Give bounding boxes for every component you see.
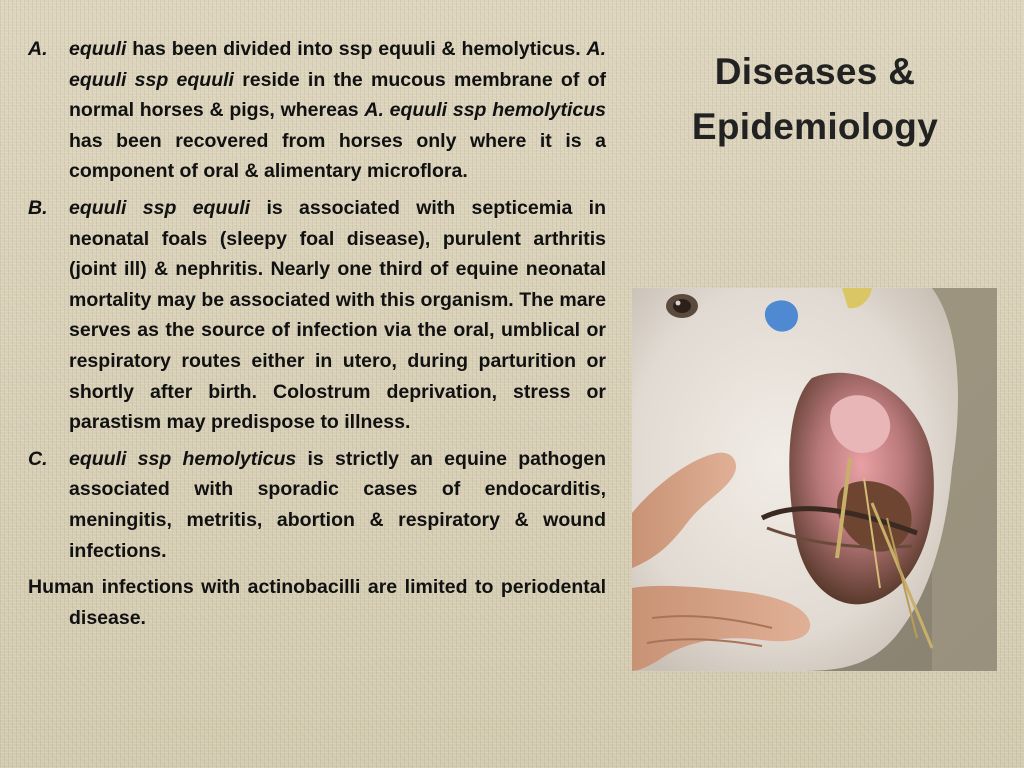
text-segment: has been recovered from horses only where it is a component of oral & alimentary microflora. <box>69 129 606 183</box>
list-item-text <box>69 38 606 182</box>
slide-title: Diseases & Epidemiology <box>691 51 939 147</box>
list-marker: C. <box>28 447 48 470</box>
foal-muzzle-photo <box>632 288 997 671</box>
italic-term: equuli ssp hemolyticus <box>69 447 297 470</box>
text-segment: reside in the mucous membrane of of normal horses & pigs, whereas <box>69 68 606 122</box>
italic-term: equuli <box>69 38 127 60</box>
list-item-text <box>69 197 606 433</box>
italic-term: A. equuli ssp equuli <box>69 38 606 91</box>
text-segment: has been divided into ssp equuli & hemolyticus. <box>126 38 587 60</box>
closing-paragraph: Human infections with actinobacilli are limited to periodental disease. <box>28 576 606 629</box>
slide-body-text <box>28 34 606 633</box>
list-item-a <box>28 34 606 187</box>
text-segment: is strictly an equine pathogen associated with sporadic cases of endocarditis, meningitis, metritis, abortion & respiratory & wound infections. <box>69 447 607 562</box>
italic-term: A. equuli ssp hemolyticus <box>364 99 606 122</box>
photo-illustration <box>632 288 997 671</box>
list-item-c <box>28 444 606 566</box>
text-segment: is associated with septicemia in neonatal foals (sleepy foal disease), purulent arthritis (joint ill) & nephritis. Nearly one third of equine neonatal mortality may be associated with this organism. The mare serves as the source of infection via the oral, umblical or respiratory routes either in utero, during parturition or shortly after birth. Colostrum deprivation, stress or parastism may predispose to illness. <box>69 196 606 434</box>
list-marker: B. <box>28 196 48 219</box>
list-item-b <box>28 193 606 438</box>
italic-term: equuli ssp equuli <box>69 196 251 219</box>
list-item-text <box>69 448 606 562</box>
list-marker: A. <box>28 38 48 60</box>
